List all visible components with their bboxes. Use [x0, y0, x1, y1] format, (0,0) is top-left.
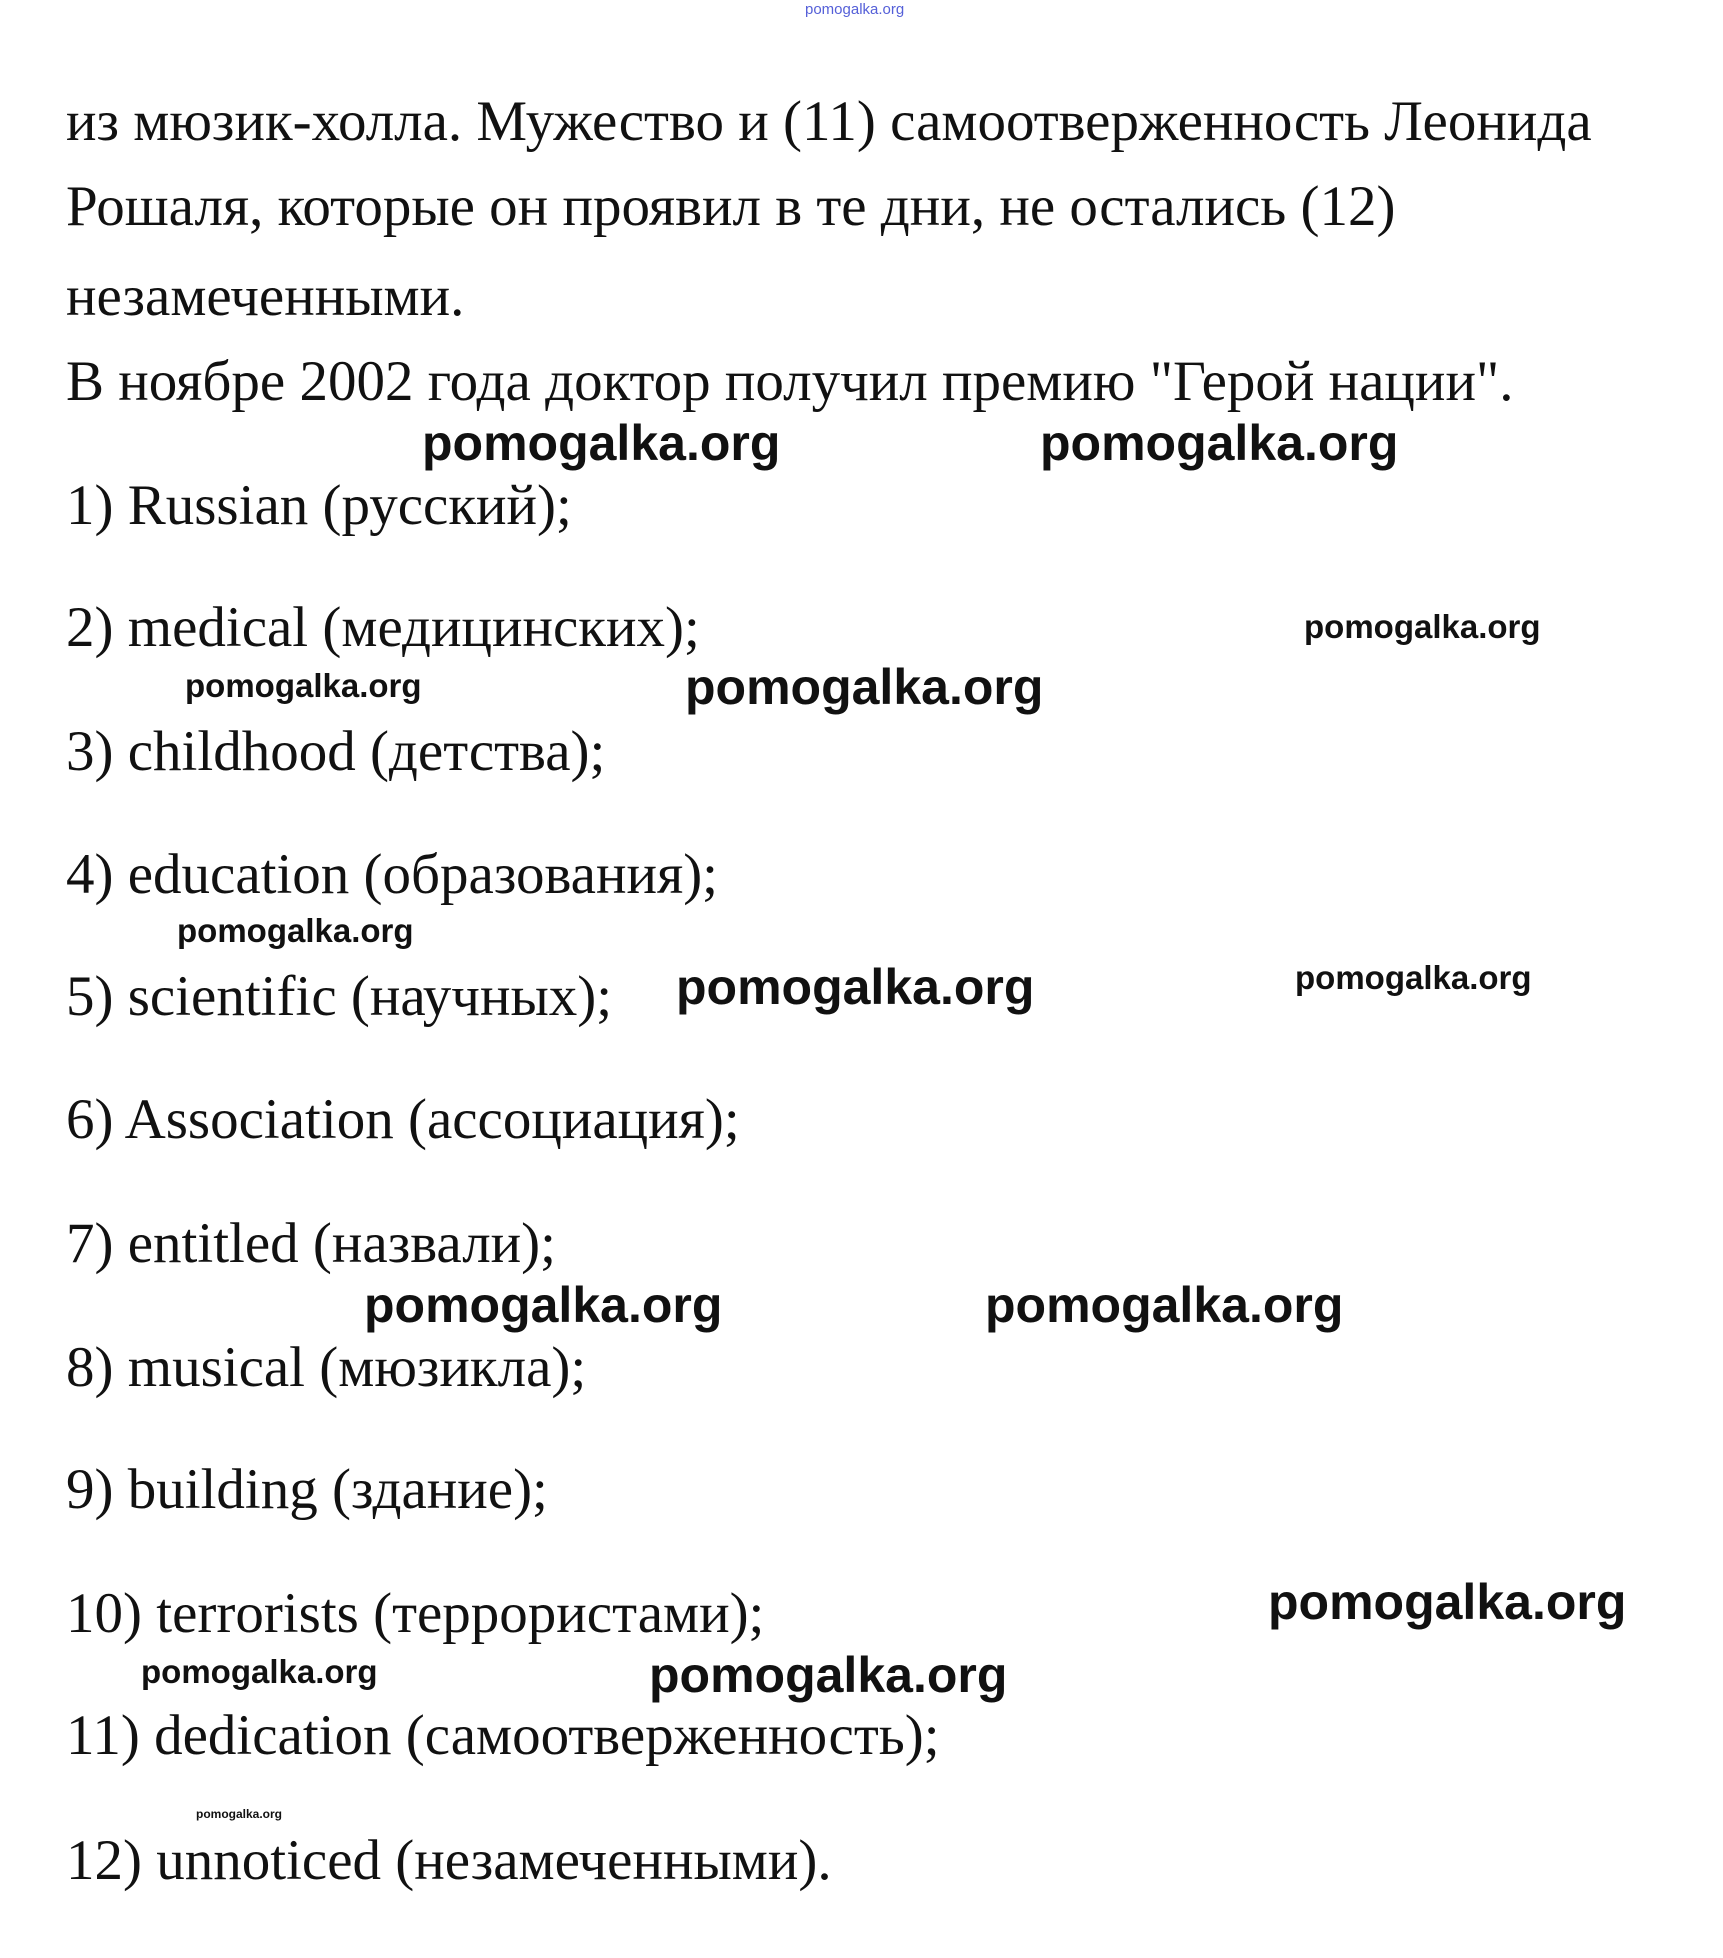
answer-item: 3) childhood (детства); [66, 720, 606, 783]
answer-item: 5) scientific (научных); [66, 965, 613, 1028]
watermark: pomogalka.org [1304, 608, 1541, 645]
answer-item: 10) terrorists (террористами); [66, 1582, 765, 1645]
watermark: pomogalka.org [177, 912, 414, 949]
watermark: pomogalka.org [649, 1647, 1008, 1703]
watermark: pomogalka.org [1295, 959, 1532, 996]
answer-item: 2) medical (медицинских); [66, 596, 700, 659]
top-watermark: pomogalka.org [805, 1, 905, 18]
paragraph-line: из мюзик-холла. Мужество и (11) самоотверженность Леонида [66, 90, 1592, 153]
paragraph-line: незамеченными. [66, 265, 465, 328]
watermark: pomogalka.org [422, 415, 781, 471]
watermark: pomogalka.org [364, 1277, 723, 1333]
answer-item: 9) building (здание); [66, 1458, 548, 1521]
answer-item: 8) musical (мюзикла); [66, 1336, 587, 1399]
watermark: pomogalka.org [685, 659, 1044, 715]
paragraph-line: Рошаля, которые он проявил в те дни, не остались (12) [66, 175, 1396, 238]
answer-item: 1) Russian (русский); [66, 474, 572, 537]
watermark: pomogalka.org [1040, 415, 1399, 471]
paragraph-line: В ноябре 2002 года доктор получил премию "Герой нации". [66, 350, 1514, 413]
answer-item: 11) dedication (самоотверженность); [66, 1704, 940, 1767]
answer-item: 12) unnoticed (незамеченными). [66, 1829, 832, 1892]
watermark: pomogalka.org [141, 1653, 378, 1690]
answer-item: 4) education (образования); [66, 843, 719, 906]
watermark: pomogalka.org [676, 959, 1035, 1015]
watermark: pomogalka.org [985, 1277, 1344, 1333]
watermark: pomogalka.org [185, 667, 422, 704]
answer-item: 7) entitled (назвали); [66, 1212, 556, 1275]
answer-item: 6) Association (ассоциация); [66, 1088, 740, 1151]
watermark: pomogalka.org [196, 1807, 283, 1821]
watermark: pomogalka.org [1268, 1574, 1627, 1630]
